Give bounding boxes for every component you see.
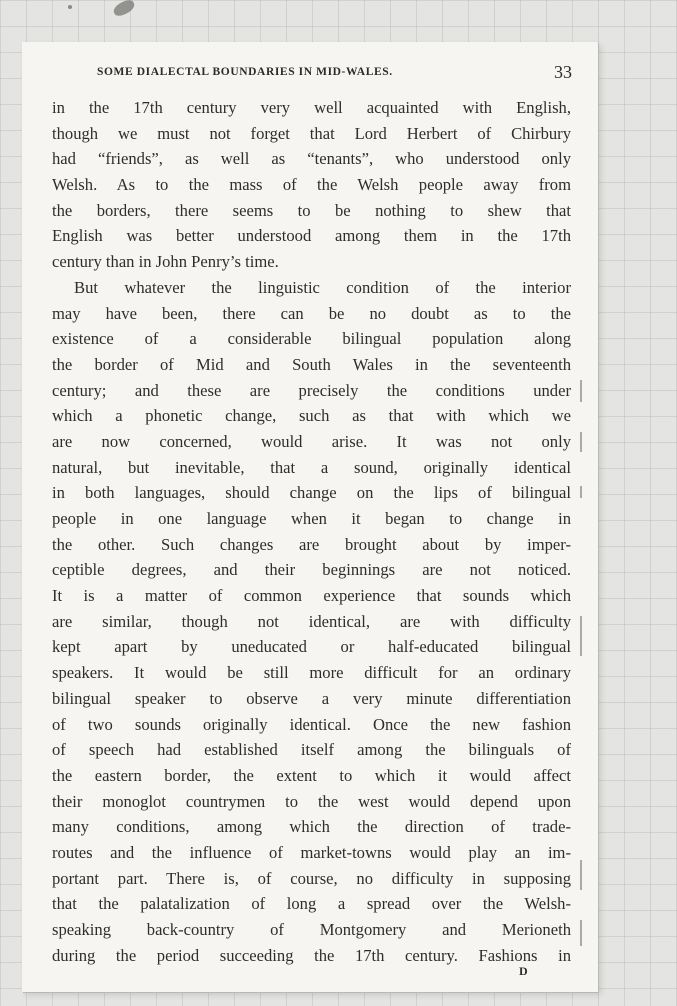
text-line: But whatever the linguistic condition of the interior	[74, 277, 571, 297]
text-line: speaking back-country of Montgomery and Merioneth	[52, 920, 571, 939]
text-line: may have been, there can be no doubt as to the	[52, 303, 571, 323]
margin-mark	[580, 486, 582, 498]
signature-mark: D	[519, 964, 528, 978]
text-line: many conditions, among which the direction of trade-	[52, 817, 571, 837]
text-line: of two sounds originally identical. Once the new fashion	[52, 714, 571, 734]
running-head: SOME DIALECTAL BOUNDARIES IN MID-WALES.	[97, 66, 393, 78]
text-line: had “friends”, as well as “tenants”, who understood only	[52, 149, 571, 169]
text-line: routes and the influence of market-towns would play an im-	[52, 842, 571, 862]
text-line: Welsh. As to the mass of the Welsh people away from	[52, 175, 571, 195]
text-line: portant part. There is, of course, no difficulty in supposing	[52, 868, 571, 888]
page-number: 33	[554, 62, 572, 82]
text-line: century; and these are precisely the conditions under	[52, 380, 571, 400]
page-header	[97, 62, 582, 86]
text-line: the border of Mid and South Wales in the seventeenth	[52, 354, 571, 374]
text-line: English was better understood among them in the 17th	[52, 226, 571, 246]
paragraph	[52, 95, 571, 275]
text-line: the borders, there seems to be nothing to shew that	[52, 200, 571, 220]
text-line: are now concerned, would arise. It was not only	[52, 431, 571, 451]
text-line: in both languages, should change on the lips of bilingual	[52, 483, 571, 503]
text-line: bilingual speaker to observe a very minute differentiation	[52, 688, 571, 708]
text-line: which a phonetic change, such as that with which we	[52, 406, 571, 426]
text-line: kept apart by uneducated or half-educated bilingual	[52, 637, 571, 657]
text-line: during the period succeeding the 17th century. Fashions in	[52, 945, 571, 965]
text-line: in the 17th century very well acquainted with English,	[52, 98, 571, 117]
text-line: people in one language when it began to change in	[52, 509, 571, 528]
text-line: the eastern border, the extent to which it would affect	[52, 765, 571, 785]
margin-mark	[580, 616, 582, 656]
text-line: that the palatalization of long a spread over the Welsh-	[52, 894, 571, 914]
text-line: of speech had established itself among the bilinguals of	[52, 740, 571, 760]
text-line: ceptible degrees, and their beginnings are not noticed.	[52, 560, 571, 580]
text-line: are similar, though not identical, are with difficulty	[52, 611, 571, 631]
text-line: though we must not forget that Lord Herbert of Chirbury	[52, 123, 571, 143]
margin-mark	[580, 920, 582, 946]
paragraph	[52, 275, 571, 969]
text-line: existence of a considerable bilingual population along	[52, 329, 571, 349]
body-text	[52, 95, 571, 968]
text-line: natural, but inevitable, that a sound, originally identical	[52, 457, 571, 477]
ink-dot	[68, 5, 72, 9]
margin-mark	[580, 432, 582, 452]
text-line: century than in John Penry’s time.	[52, 252, 279, 272]
margin-mark	[580, 380, 582, 402]
text-line: speakers. It would be still more difficult for an ordinary	[52, 663, 571, 683]
margin-mark	[580, 860, 582, 890]
text-line: the other. Such changes are brought about by imper-	[52, 534, 571, 554]
text-line: their monoglot countrymen to the west would depend upon	[52, 791, 571, 811]
text-line: It is a matter of common experience that sounds which	[52, 586, 571, 606]
